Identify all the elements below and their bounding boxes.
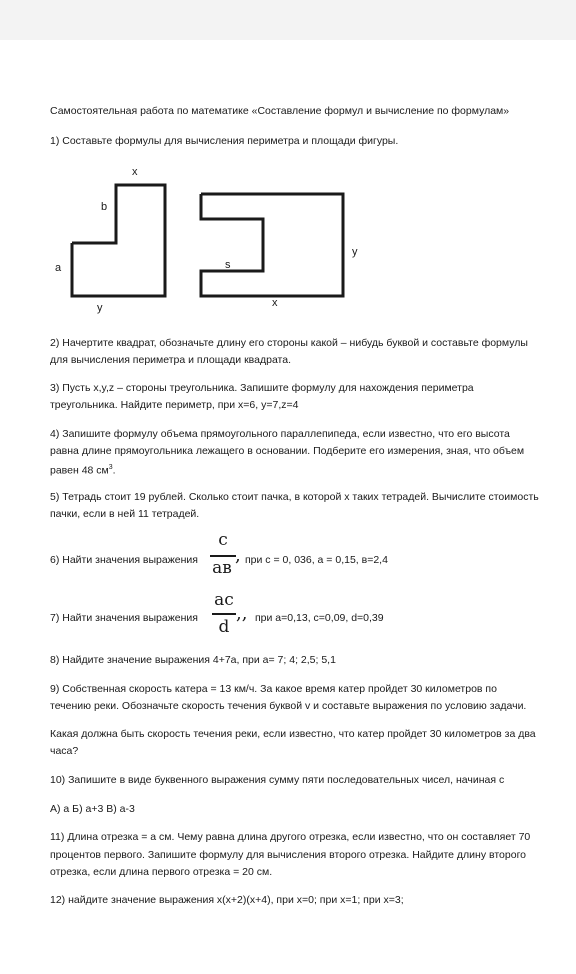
- task-6-fraction-bar: [210, 555, 236, 557]
- figure-2-label-bottom: x: [272, 297, 278, 309]
- task-10-line-1: 10) Запишите в виде буквенного выражения сумму пяти последовательных чисел, начиная с: [50, 774, 505, 786]
- task-5-line-1: 5) Тетрадь стоит 19 рублей. Сколько стоит пачка, в которой x таких тетрадей. Вычислите стоимость: [50, 491, 539, 503]
- task-11-line-2: процентов первого. Запишите формулу для вычисления второго отрезка. Найдите длину второго: [50, 849, 527, 861]
- task-7-fraction-bar: [212, 613, 236, 615]
- task-6-denominator: ав: [212, 558, 232, 578]
- task-4-line-1: 4) Запишите формулу объема прямоугольного параллепипеда, если известно, что его высота: [50, 428, 510, 440]
- figure-1-label-top: x: [132, 166, 138, 178]
- figure-1-shape: [72, 185, 165, 296]
- task-6-prefix: 6) Найти значения выражения: [50, 554, 198, 566]
- task-2-line-2: для вычисления периметра и площади квадрата.: [50, 354, 292, 366]
- task-7-suffix: при a=0,13, c=0,09, d=0,39: [255, 612, 384, 624]
- task-2-line-1: 2) Начертите квадрат, обозначьте длину его стороны какой – нибудь буквой и составьте формулы: [50, 337, 528, 349]
- task-9-line-2: течению реки. Обозначьте скорость течения буквой v и составьте выражения по условию задачи.: [50, 700, 527, 712]
- figure-2-shape: [201, 194, 343, 296]
- task-4-line-3: равен 48 $см^3$.: [50, 464, 116, 477]
- task-3-line-1: 3) Пусть x,y,z – стороны треугольника. Запишите формулу для нахождения периметра: [50, 382, 474, 394]
- task-6-comma: ,: [235, 545, 241, 566]
- task-9b-line-2: часа?: [50, 745, 79, 757]
- task-7-numerator: ac: [214, 590, 234, 610]
- figure-1-label-left-lower: a: [55, 262, 62, 274]
- task-5-line-2: пачки, если в ней 11 тетрадей.: [50, 508, 200, 520]
- task-3-line-2: треугольника. Найдите периметр, при x=6, y=7,z=4: [50, 399, 299, 411]
- page-title: Самостоятельная работа по математике «Составление формул и вычисление по формулам»: [50, 105, 510, 117]
- task-12: 12) найдите значение выражения x(x+2)(x+4), при x=0; при x=1; при x=3;: [50, 894, 404, 906]
- task-4-line-2: равна длине прямоугольника лежащего в основании. Подберите его измерения, зная, что объем: [50, 445, 525, 457]
- figures-diagram: [0, 0, 576, 330]
- task-11-line-3: отрезка, если длина первого отрезка = 20 см.: [50, 866, 273, 878]
- task-9-line-1: 9) Собственная скорость катера = 13 км/ч. За какое время катер пройдет 30 километров по: [50, 683, 497, 695]
- task-8: 8) Найдите значение выражения 4+7a, при a= 7; 4; 2,5; 5,1: [50, 654, 336, 666]
- figure-2-label-right: y: [352, 246, 358, 258]
- task-7-comma: ,,: [236, 603, 248, 624]
- task-10-options: А) а Б) а+3 В) а-3: [50, 803, 135, 815]
- task-7-prefix: 7) Найти значения выражения: [50, 612, 198, 624]
- task-11-line-1: 11) Длина отрезка = а см. Чему равна длина другого отрезка, если известно, что он составляет 70: [50, 831, 531, 843]
- task-6-suffix: при с = 0, 036, а = 0,15, в=2,4: [245, 554, 388, 566]
- task-9b-line-1: Какая должна быть скорость течения реки, если известно, что катер пройдет 30 километров за два: [50, 728, 536, 740]
- figure-1-label-left-upper: b: [101, 201, 108, 213]
- task-1: 1) Составьте формулы для вычисления периметра и площади фигуры.: [50, 135, 399, 147]
- figure-1-label-bottom: y: [97, 302, 103, 314]
- task-7-denominator: d: [218, 617, 230, 637]
- task-6-numerator: с: [218, 530, 228, 550]
- figure-2-label-inner: s: [225, 259, 231, 271]
